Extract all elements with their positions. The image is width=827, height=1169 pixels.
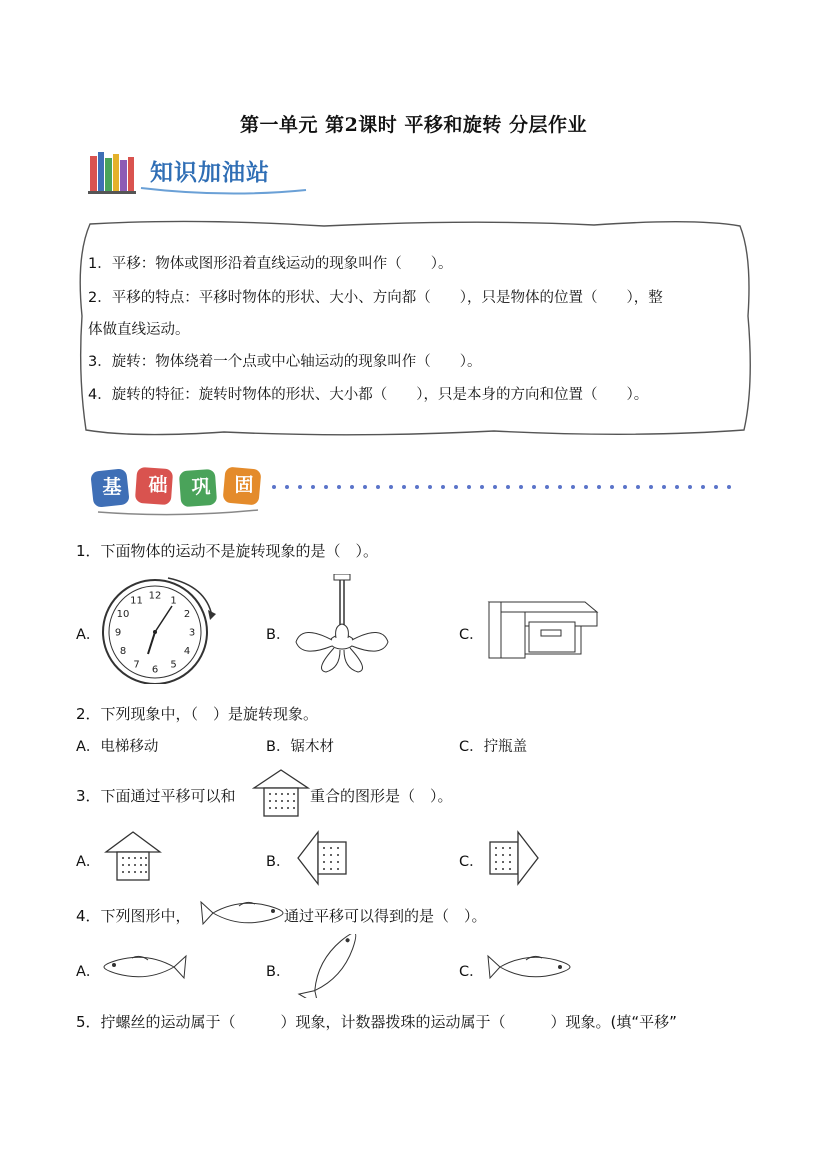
q3-option-a-label: A．: [76, 854, 101, 870]
clock-number: 1: [170, 595, 177, 607]
fish-rotated-icon: [292, 934, 372, 998]
clock-number: 5: [170, 659, 177, 671]
fish-left-icon: [102, 950, 188, 984]
knowledge-item-1: 1．平移：物体或图形沿着直线运动的现象叫作（ ）。: [88, 256, 453, 272]
clock-icon: [98, 572, 220, 684]
question-3-part2: 重合的图形是（ ）。: [310, 787, 453, 805]
question-4-part1: 4．下列图形中，: [76, 907, 191, 925]
clock-number: 10: [116, 609, 130, 620]
knowledge-item-3: 3．旋转：物体绕着一个点或中心轴运动的现象叫作（ ）。: [88, 354, 482, 370]
q1-option-a-label: A．: [76, 627, 101, 643]
q3-option-c-label: C．: [459, 854, 484, 870]
q2-option-a: A．电梯移动: [76, 739, 159, 755]
page-title: 第一单元 第2课时 平移和旋转 分层作业: [239, 114, 588, 136]
clock-number: 12: [148, 590, 162, 602]
knowledge-heading: 知识加油站: [150, 160, 270, 186]
shape-left-arrow-icon: [296, 830, 352, 886]
q4-option-b-label: B．: [266, 964, 291, 980]
dotted-divider: [272, 485, 731, 489]
q4-option-c-label: C．: [459, 964, 484, 980]
question-1: 1．下面物体的运动不是旋转现象的是（ ）。: [76, 542, 379, 560]
clock-number: 9: [114, 627, 122, 639]
banner-char-gong: 巩: [191, 476, 211, 498]
q1-option-b-label: B．: [266, 627, 291, 643]
books-icon: [88, 152, 136, 194]
house-shape-icon: [252, 768, 310, 818]
ceiling-fan-icon: [292, 574, 392, 674]
clock-number: 7: [133, 659, 140, 671]
clock-number: 11: [130, 595, 143, 607]
clock-number: 8: [119, 646, 127, 657]
clock-number: 2: [183, 609, 191, 620]
banner-char-gu: 固: [234, 474, 254, 496]
banner-char-chu: 础: [148, 474, 168, 496]
clock-number: 6: [151, 664, 159, 676]
fish-right-icon: [486, 950, 572, 984]
knowledge-item-4: 4．旋转的特征：旋转时物体的形状、大小都（ ），只是本身的方向和位置（ ）。: [88, 387, 649, 403]
q2-option-c: C．拧瓶盖: [459, 739, 528, 755]
clock-number: 3: [188, 627, 196, 639]
fish-reference-icon: [199, 896, 285, 930]
shape-up-arrow-icon: [104, 830, 162, 882]
knowledge-item-2-cont: 体做直线运动。: [88, 322, 190, 338]
q3-option-b-label: B．: [266, 854, 291, 870]
question-4-part2: 通过平移可以得到的是（ ）。: [284, 907, 487, 925]
q4-option-a-label: A．: [76, 964, 101, 980]
q2-option-b: B．锯木材: [266, 739, 334, 755]
knowledge-item-2: 2．平移的特点：平移时物体的形状、大小、方向都（ ），只是物体的位置（ ），整: [88, 290, 663, 306]
question-5: 5．拧螺丝的运动属于（ ）现象，计数器拨珠的运动属于（ ）现象。(填“平移”: [76, 1013, 677, 1031]
question-2: 2．下列现象中，（ ）是旋转现象。: [76, 705, 319, 723]
drawer-box-icon: [485, 598, 601, 662]
question-3-part1: 3．下面通过平移可以和: [76, 787, 236, 805]
banner-char-ji: 基: [102, 476, 122, 498]
q1-option-c-label: C．: [459, 627, 484, 643]
clock-number: 4: [183, 646, 191, 657]
shape-right-arrow-icon: [486, 830, 542, 886]
